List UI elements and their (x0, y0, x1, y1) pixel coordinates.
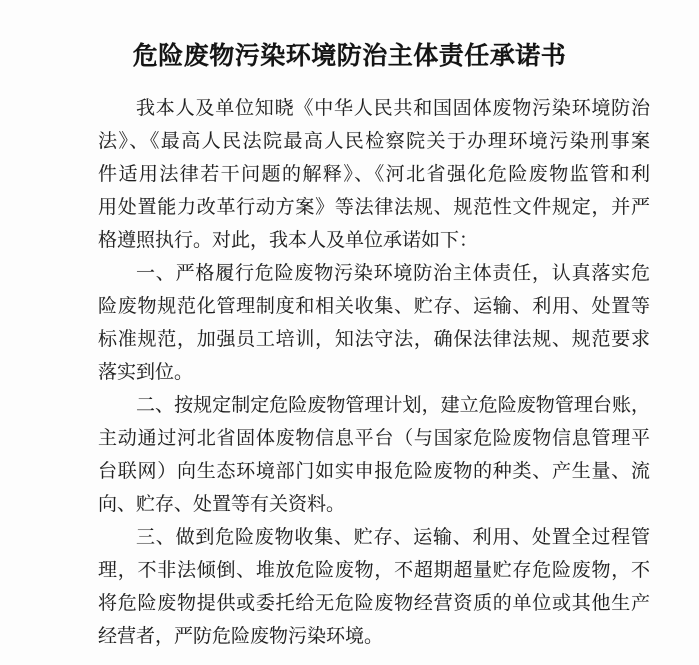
text-line: 二、按规定制定危险废物管理计划，建立危险废物管理台账， (136, 395, 650, 416)
text-line: 件适用法律若干问题的解释》、《河北省强化危险废物监管和利 (98, 164, 650, 185)
text-line: 险废物规范化管理制度和相关收集、贮存、运输、利用、处置等 (98, 296, 650, 317)
text-line: 理，不非法倾倒、堆放危险废物，不超期超量贮存危险废物，不 (98, 560, 650, 581)
document-body (98, 92, 650, 653)
text-line: 一、严格履行危险废物污染环境防治主体责任，认真落实危 (136, 263, 650, 284)
document-title: 危险废物污染环境防治主体责任承诺书 (132, 42, 567, 70)
text-line: 将危险废物提供或委托给无危险废物经营资质的单位或其他生产 (98, 593, 650, 614)
text-line: 标准规范，加强员工培训，知法守法，确保法律法规、规范要求 (98, 329, 650, 350)
text-line: 法》、《最高人民法院最高人民检察院关于办理环境污染刑事案 (98, 131, 650, 152)
paragraph-item-1 (98, 257, 650, 389)
text-line: 格遵照执行。对此，我本人及单位承诺如下： (98, 230, 479, 251)
text-line: 经营者，严防危险废物污染环境。 (98, 626, 384, 647)
text-line: 台联网）向生态环境部门如实申报危险废物的种类、产生量、流 (98, 461, 650, 482)
text-line: 三、做到危险废物收集、贮存、运输、利用、处置全过程管 (136, 527, 650, 548)
text-line: 我本人及单位知晓《中华人民共和国固体废物污染环境防治 (136, 98, 650, 119)
text-line: 主动通过河北省固体废物信息平台（与国家危险废物信息管理平 (98, 428, 650, 449)
paragraph-item-2 (98, 389, 650, 521)
text-line: 向、贮存、处置等有关资料。 (98, 494, 346, 515)
paragraph-intro (98, 92, 650, 257)
paragraph-item-3 (98, 521, 650, 653)
text-line: 用处置能力改革行动方案》等法律法规、规范性文件规定，并严 (98, 197, 650, 218)
scan-fade-artifact (0, 655, 699, 665)
text-line: 落实到位。 (98, 362, 194, 383)
